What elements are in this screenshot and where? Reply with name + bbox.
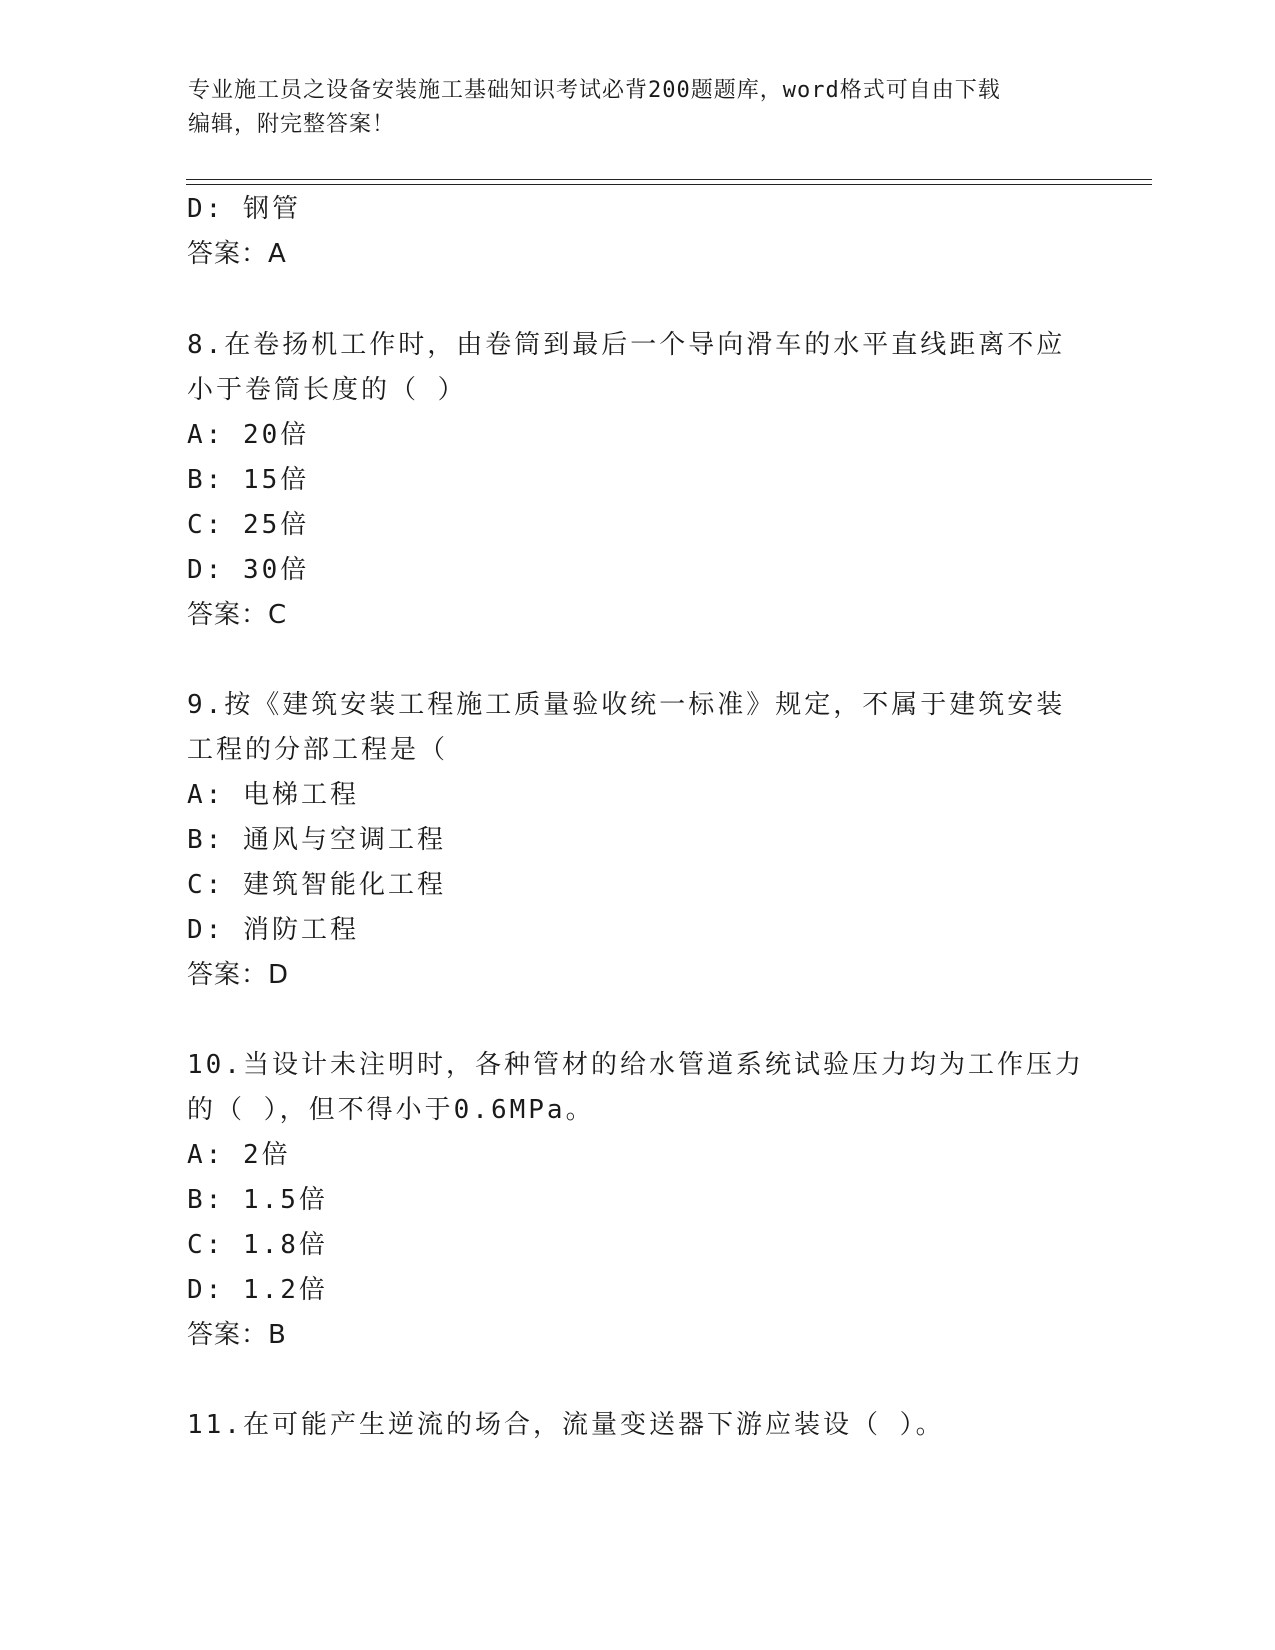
question-8-answer: 答案：C	[187, 600, 288, 630]
question-10-option-d: D: 1.2倍	[187, 1275, 328, 1305]
question-10-stem-line-1: 10.当设计未注明时，各种管材的给水管道系统试验压力均为工作压力	[187, 1050, 1084, 1080]
question-10-option-b: B: 1.5倍	[187, 1185, 328, 1215]
option-d: D: 钢管	[187, 194, 301, 224]
question-8-option-b: B: 15倍	[187, 465, 310, 495]
answer: 答案：A	[187, 239, 287, 269]
question-8-option-d: D: 30倍	[187, 555, 310, 585]
question-10-stem-line-2: 的（ ），但不得小于0.6MPa。	[187, 1095, 595, 1125]
question-9-stem-line-2: 工程的分部工程是（	[187, 735, 449, 765]
header-divider-top	[186, 179, 1152, 180]
question-8-stem-line-1: 8.在卷扬机工作时，由卷筒到最后一个导向滑车的水平直线距离不应	[187, 330, 1066, 360]
question-8-stem-line-2: 小于卷筒长度的（ ）	[187, 375, 467, 405]
question-9-stem-line-1: 9.按《建筑安装工程施工质量验收统一标准》规定，不属于建筑安装	[187, 690, 1066, 720]
question-8-option-c: C: 25倍	[187, 510, 310, 540]
question-10-option-a: A: 2倍	[187, 1140, 291, 1170]
question-10-answer: 答案：B	[187, 1320, 287, 1350]
question-9-option-c: C: 建筑智能化工程	[187, 870, 446, 900]
question-9-option-a: A: 电梯工程	[187, 780, 359, 810]
question-11-stem-line-1: 11.在可能产生逆流的场合，流量变送器下游应装设（ ）。	[187, 1410, 945, 1440]
question-9-answer: 答案：D	[187, 960, 290, 990]
header-line-2: 编辑，附完整答案！	[188, 112, 396, 137]
question-9-option-d: D: 消防工程	[187, 915, 359, 945]
question-9-option-b: B: 通风与空调工程	[187, 825, 446, 855]
question-8-option-a: A: 20倍	[187, 420, 310, 450]
document-header	[188, 74, 1088, 142]
question-10-option-c: C: 1.8倍	[187, 1230, 328, 1260]
header-divider-bottom	[186, 184, 1152, 185]
header-line-1: 专业施工员之设备安装施工基础知识考试必背200题题库，word格式可自由下载	[188, 78, 1001, 103]
